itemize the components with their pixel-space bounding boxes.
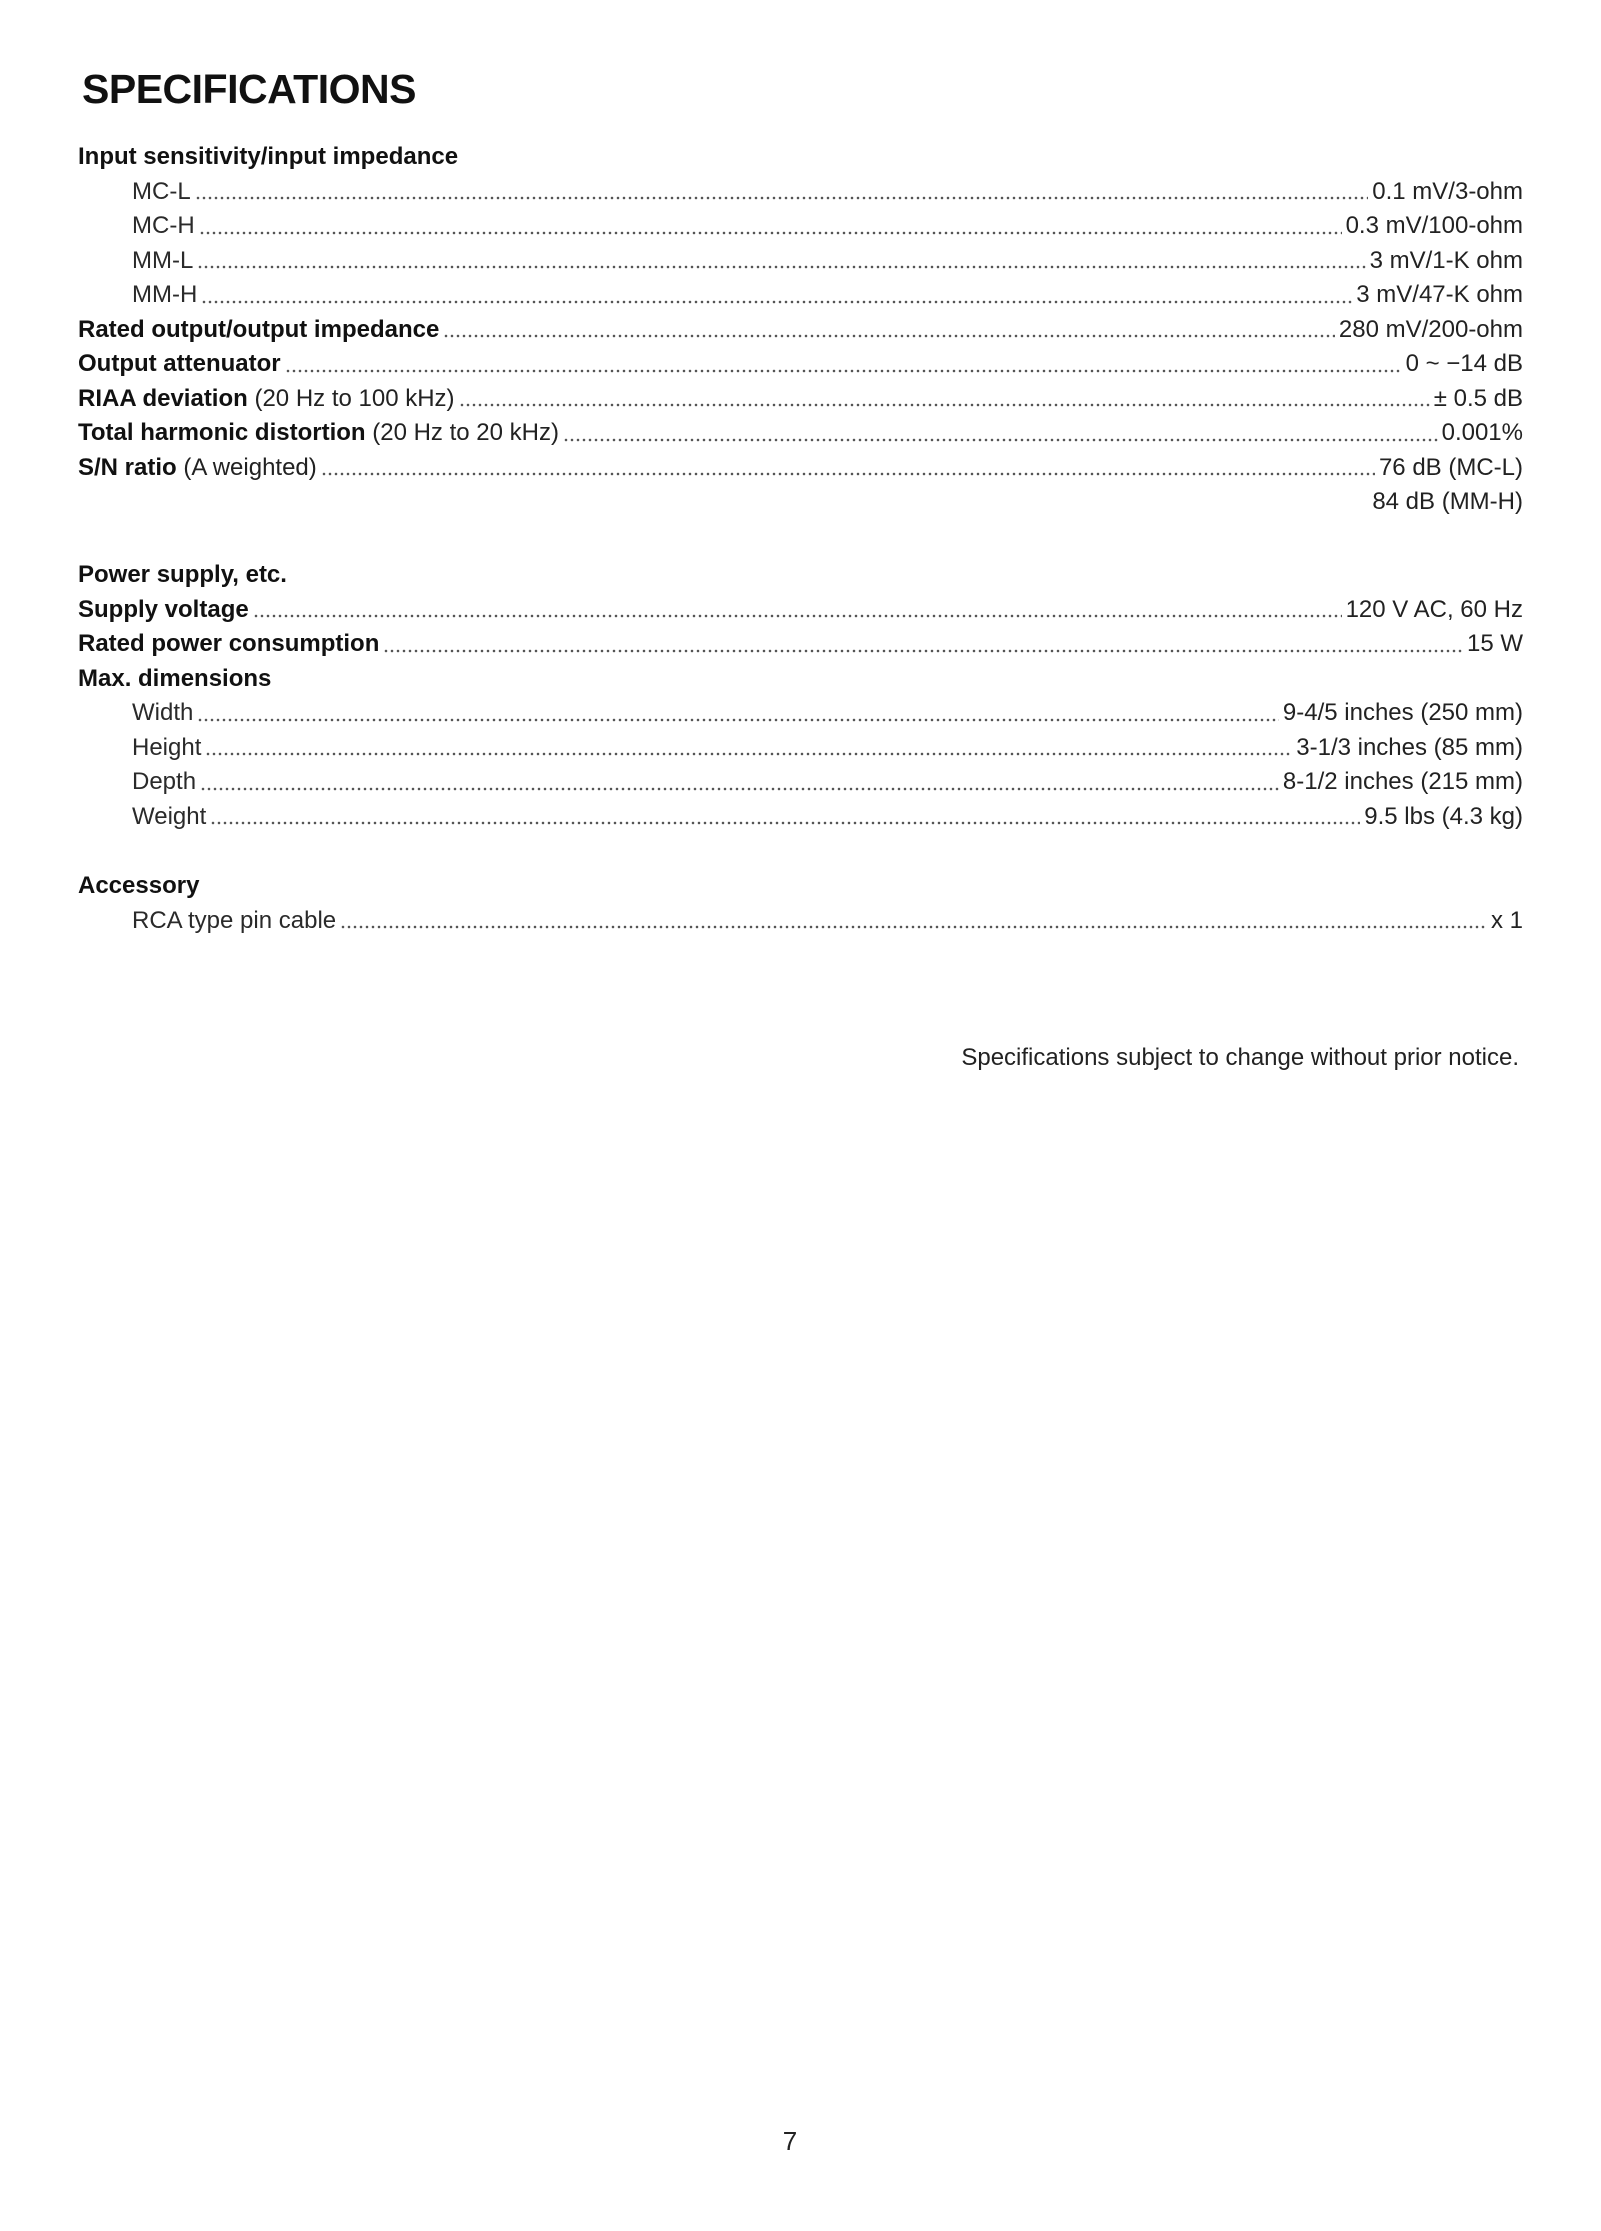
page-title: SPECIFICATIONS (82, 66, 416, 112)
spec-row-width (78, 696, 1523, 731)
spec-value: 0.3 mV/100-ohm (1345, 212, 1523, 239)
spec-value: 84 dB (MM-H) (1372, 488, 1523, 515)
disclaimer: Specifications subject to change without prior notice. (961, 1044, 1519, 1071)
dot-leader (195, 177, 1369, 201)
spec-row-depth (78, 765, 1523, 800)
spec-value: 0.001% (1441, 419, 1523, 446)
spec-value: 15 W (1466, 630, 1523, 657)
dot-leader (197, 246, 1365, 270)
spec-row-weight (78, 800, 1523, 835)
dot-leader (285, 350, 1402, 374)
spec-value: x 1 (1490, 906, 1523, 934)
spec-label: Height (132, 733, 202, 761)
dot-leader (197, 699, 1279, 723)
spec-row-rca-cable (78, 904, 1523, 939)
dot-leader (340, 906, 1487, 930)
spec-value: 0 ~ −14 dB (1405, 350, 1523, 377)
spec-row-thd (78, 416, 1523, 451)
spec-row-output-attenuator (78, 347, 1523, 382)
dot-leader (321, 453, 1375, 477)
spec-value: 8-1/2 inches (215 mm) (1282, 768, 1523, 795)
spec-row-riaa (78, 382, 1523, 417)
spec-row-mm-h (78, 278, 1523, 313)
dot-leader (459, 384, 1430, 408)
spec-row-supply-voltage (78, 593, 1523, 628)
spec-row-mm-l (78, 244, 1523, 279)
spec-note: (20 Hz to 20 kHz) (372, 419, 559, 446)
spec-value: 280 mV/200-ohm (1338, 315, 1523, 343)
dot-leader (383, 630, 1463, 654)
spec-label: MM-L (132, 246, 194, 274)
input-sensitivity-heading: Input sensitivity/input impedance (78, 143, 459, 170)
spec-label: Width (132, 699, 194, 726)
power-supply-heading: Power supply, etc. (78, 561, 287, 588)
spec-value: 3 mV/47-K ohm (1356, 281, 1523, 308)
spec-label: MC-H (132, 212, 195, 239)
spec-row-power-consumption (78, 627, 1523, 662)
spec-value: 3-1/3 inches (85 mm) (1296, 733, 1523, 761)
spec-label: Weight (132, 802, 207, 830)
spec-label: Depth (132, 768, 197, 795)
spec-value: ± 0.5 dB (1433, 384, 1523, 412)
electrical-specs (78, 140, 1523, 520)
spec-note: (A weighted) (183, 453, 317, 481)
spec-note: (20 Hz to 100 kHz) (254, 384, 455, 412)
page-number: 7 (782, 2126, 798, 2156)
spec-value: 120 V AC, 60 Hz (1345, 595, 1523, 623)
dot-leader (443, 315, 1335, 339)
spec-label: Rated power consumption (78, 630, 380, 657)
accessory-specs (78, 869, 1523, 938)
dot-leader (201, 281, 1352, 305)
spec-row-sn-ratio-cont (78, 485, 1523, 520)
spec-value: 3 mV/1-K ohm (1369, 246, 1523, 274)
spec-value: 0.1 mV/3-ohm (1372, 177, 1523, 205)
dimensions-heading: Max. dimensions (78, 664, 272, 692)
spec-value: 9.5 lbs (4.3 kg) (1364, 802, 1523, 830)
spec-label: MM-H (132, 281, 198, 308)
dot-leader (563, 419, 1438, 443)
spec-label: MC-L (132, 177, 191, 205)
spec-row-mc-h (78, 209, 1523, 244)
spec-label: Total harmonic distortion (78, 419, 366, 446)
dot-leader (205, 733, 1292, 757)
spec-value: 9-4/5 inches (250 mm) (1282, 699, 1523, 726)
spec-row-mc-l (78, 175, 1523, 210)
spec-label: Supply voltage (78, 595, 249, 623)
spec-label: Rated output/output impedance (78, 315, 440, 343)
spec-value: 76 dB (MC-L) (1378, 453, 1523, 481)
spec-row-height (78, 731, 1523, 766)
accessory-heading: Accessory (78, 872, 200, 899)
power-specs (78, 558, 1523, 834)
spec-label: RIAA deviation (78, 384, 248, 412)
dot-leader (253, 595, 1342, 619)
spec-label: RCA type pin cable (132, 906, 337, 934)
spec-label: Output attenuator (78, 350, 281, 377)
dot-leader (210, 802, 1360, 826)
spec-label: S/N ratio (78, 453, 177, 481)
spec-row-rated-output (78, 313, 1523, 348)
dot-leader (200, 768, 1279, 792)
dot-leader (199, 212, 1342, 236)
spec-row-sn-ratio (78, 451, 1523, 486)
